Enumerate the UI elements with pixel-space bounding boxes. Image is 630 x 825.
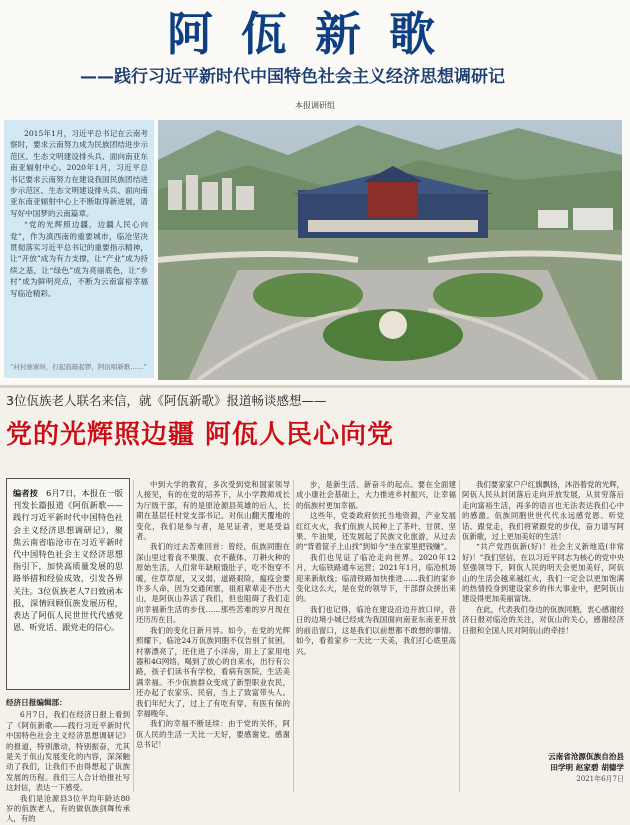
column-rule <box>459 480 460 792</box>
signature-org: 云南省沧源佤族自治县 <box>548 752 624 761</box>
article-column-3 <box>296 480 456 657</box>
article-paragraph: 我们是沧源县3位平均年龄达80岁的佤族老人，有的做佤族剑舞传承人，有的 <box>6 793 130 824</box>
aerial-photo-station <box>158 120 622 380</box>
letter-salutation: 经济日报编辑部： <box>6 698 67 707</box>
article-paragraph: 我们的变化日新月异。如今，在党的光辉照耀下，临沧24万佤族同胞不仅告别了贫困，村寨漂亮了，还住进了小洋房，用上了家用电器和4G网络，喝到了放心的自来水，出行有公路，孩子们读书有学校，看病有医院，生活美满幸福。不少佤族群众变成了新型职业农民，还办起了农家乐、民宿，当上了致富带头人。我们年纪大了，过上了有吃有穿、有医有保的幸福晚年。 <box>136 625 290 718</box>
editor-note-text: 6月7日，本报在一版刊发长篇报道《阿佤新歌——践行习近平新时代中国特色社会主义经济思想调研记》，聚焦云南省临沧市在习近平新时代中国特色社会主义经济思想指引下，加快高质量发展的思路举措和经验成效，引发各界关注。3位佤族老人7日致函本报，深情回顾佤族发展历程，表达了阿佤人民世世代代感党恩、听党话、跟党走的信心。 <box>13 488 123 633</box>
article-column-1 <box>6 698 130 825</box>
signatories: 田学明 赵家碧 胡德学 <box>550 763 624 772</box>
article-column-4 <box>462 480 624 636</box>
subheadline: ——践行习近平新时代中国特色社会主义经济思想调研记 <box>80 67 505 87</box>
station-illustration <box>158 120 622 380</box>
section-divider <box>0 385 630 388</box>
article-paragraph: 6月7日，我们在经济日报上看到了《阿佤新歌——践行习近平新时代中国特色社会主义经济思想调研记》的报道，特别激动，特别振奋，尤其是关于佤山发展变化的内容，深深触动了我们，让我们不由得想起了佤族发展的历程。我们三人合计给报社写这封信，表达一下感受。 <box>6 710 130 793</box>
article-paragraph: 我们要家家户户红旗飘扬，沐浴着党的光辉，阿佤人民从封闭落后走向开放发展，从贫穷落后走向富裕生活，再多的语言也无法表达我们心中的感激。佤族同胞世世代代永远感党恩、听党话、跟党走，我们将紧跟党的步伐，奋力谱写阿佤新歌，过上更加美好的生活！ <box>462 480 624 542</box>
letter-signature <box>462 751 624 773</box>
headline: 阿佤新歌 <box>167 7 463 61</box>
article-paragraph: “共产党西佤新(好)！社会主义新地造(非常好)！”我们坚信，在以习近平同志为核心的党中央坚强领导下，阿佤人民的明天会更加美好，阿佤山的生活会越来越红火，我们一定会以更加饱满的热情投身到建设家乡的伟大事业中，把阿佤山建设得更加美丽富饶。 <box>462 542 624 604</box>
byline: 本报调研组 <box>295 101 335 110</box>
article-paragraph: 我们的幸福不断延续：由于党的关怀，阿佤人民的生活一天比一天好，要感谢党、感谢总书记！ <box>136 719 290 750</box>
article-paragraph: 我们也记得，临沧在建设沿边开放口岸，昔日的边境小城已经成为我国面向南亚东南亚开放的前沿窗口，这是我们以前想都不敢想的事情。如今，看着家乡一天比一天美，我们打心底里高兴。 <box>296 604 456 656</box>
article-paragraph: 在此，代表我们身边的佤族同胞，衷心感谢经济日报对临沧的关注，对佤山的关心，感谢经济日报和全国人民对阿佤山的牵挂！ <box>462 604 624 635</box>
article-intro-line: 3位佤族老人联名来信，就《阿佤新歌》报道畅谈感想—— <box>6 393 327 408</box>
article-paragraph: 步，是新生活、新奋斗的起点。要在全面建成小康社会基础上，大力推进乡村振兴，让幸福的佤族村更加幸福。 <box>296 480 456 510</box>
editor-note <box>13 487 123 633</box>
article-column-2 <box>136 480 290 751</box>
letter-date: 2021年6月7日 <box>576 775 624 783</box>
article-paragraph: 我们也见证了临沧走向世界。2020年12月，大临铁路通车运营；2021年1月，临沧机场迎来新航线；临清铁路加快推进……我们的家乡变化这么大，是在党的领导下，干部群众拼出来的。 <box>296 552 456 604</box>
photo-caption: “村村寨寨呀，打起鼓敲起锣，阿佤唱新歌……” <box>10 363 147 371</box>
sidebar-paragraph: 2015年1月，习近平总书记在云南考察时，要求云南努力成为民族团结进步示范区、生态文明建设排头兵、面向南亚东南亚辐射中心。2020年1月，习近平总书记要求云南努力在建设我国民族团结进步示范区、生态文明建设排头兵、面向南亚东南亚辐射中心上不断取得新进展，谱写好中国梦的云南篇章。 <box>10 129 148 218</box>
article-paragraph: 中到大学的教育，多次受到党和国家领导人接见，有的在党的培养下，从小学教师成长为厅级干部，有的是原沧源县英雄的后人，长期在基层任村党支部书记。对佤山翻天覆地的变化，我们是参与者，是见证者，更是受益者。 <box>136 480 290 542</box>
article-paragraph: 这些年，党委政府依托当地资源，产业发展红红火火，我们佤族人民种上了茶叶、甘蔗、坚果、牛油果，还发展起了民族文化旅游，从过去的“背着筐子上山找”到如今“坐在家里把钱赚”。 <box>296 511 456 552</box>
article-main-title: 党的光辉照边疆 阿佤人民心向党 <box>6 420 395 450</box>
column-rule <box>293 480 294 792</box>
article-paragraph: 我们的过去苦难回首：曾经，佤族同胞在深山里过着食不果腹、衣不蔽体、刀耕火种的原始生活，人们常年缺粮饿肚子，吃不饱穿不暖，住草草屋，又又弱，道路艰险，瘟疫会要许多人命，因为交通闭塞，祖祖辈辈走不出大山，是阿佤山养活了我们，但也阻碍了我们走向幸福新生活的步伐……那些苦难的岁月现在还历历在目。 <box>136 542 290 625</box>
editor-note-tag: 编者按 <box>13 488 38 498</box>
editor-note-box <box>6 478 130 690</box>
column-rule <box>133 480 134 792</box>
sidebar-summary-box <box>4 120 154 378</box>
sidebar-paragraph: “党的光辉照边疆，边疆人民心向党”，作为滇西南的重要城市，临沧坚决贯彻落实习近平总书记的重要指示精神，让“开放”成为有力支撑，让“产业”成为持续之基，让“绿色”成为亮丽底色，让“乡村”成为鲜明亮点，不断为云南富裕幸福写临沧精彩。 <box>10 220 148 298</box>
